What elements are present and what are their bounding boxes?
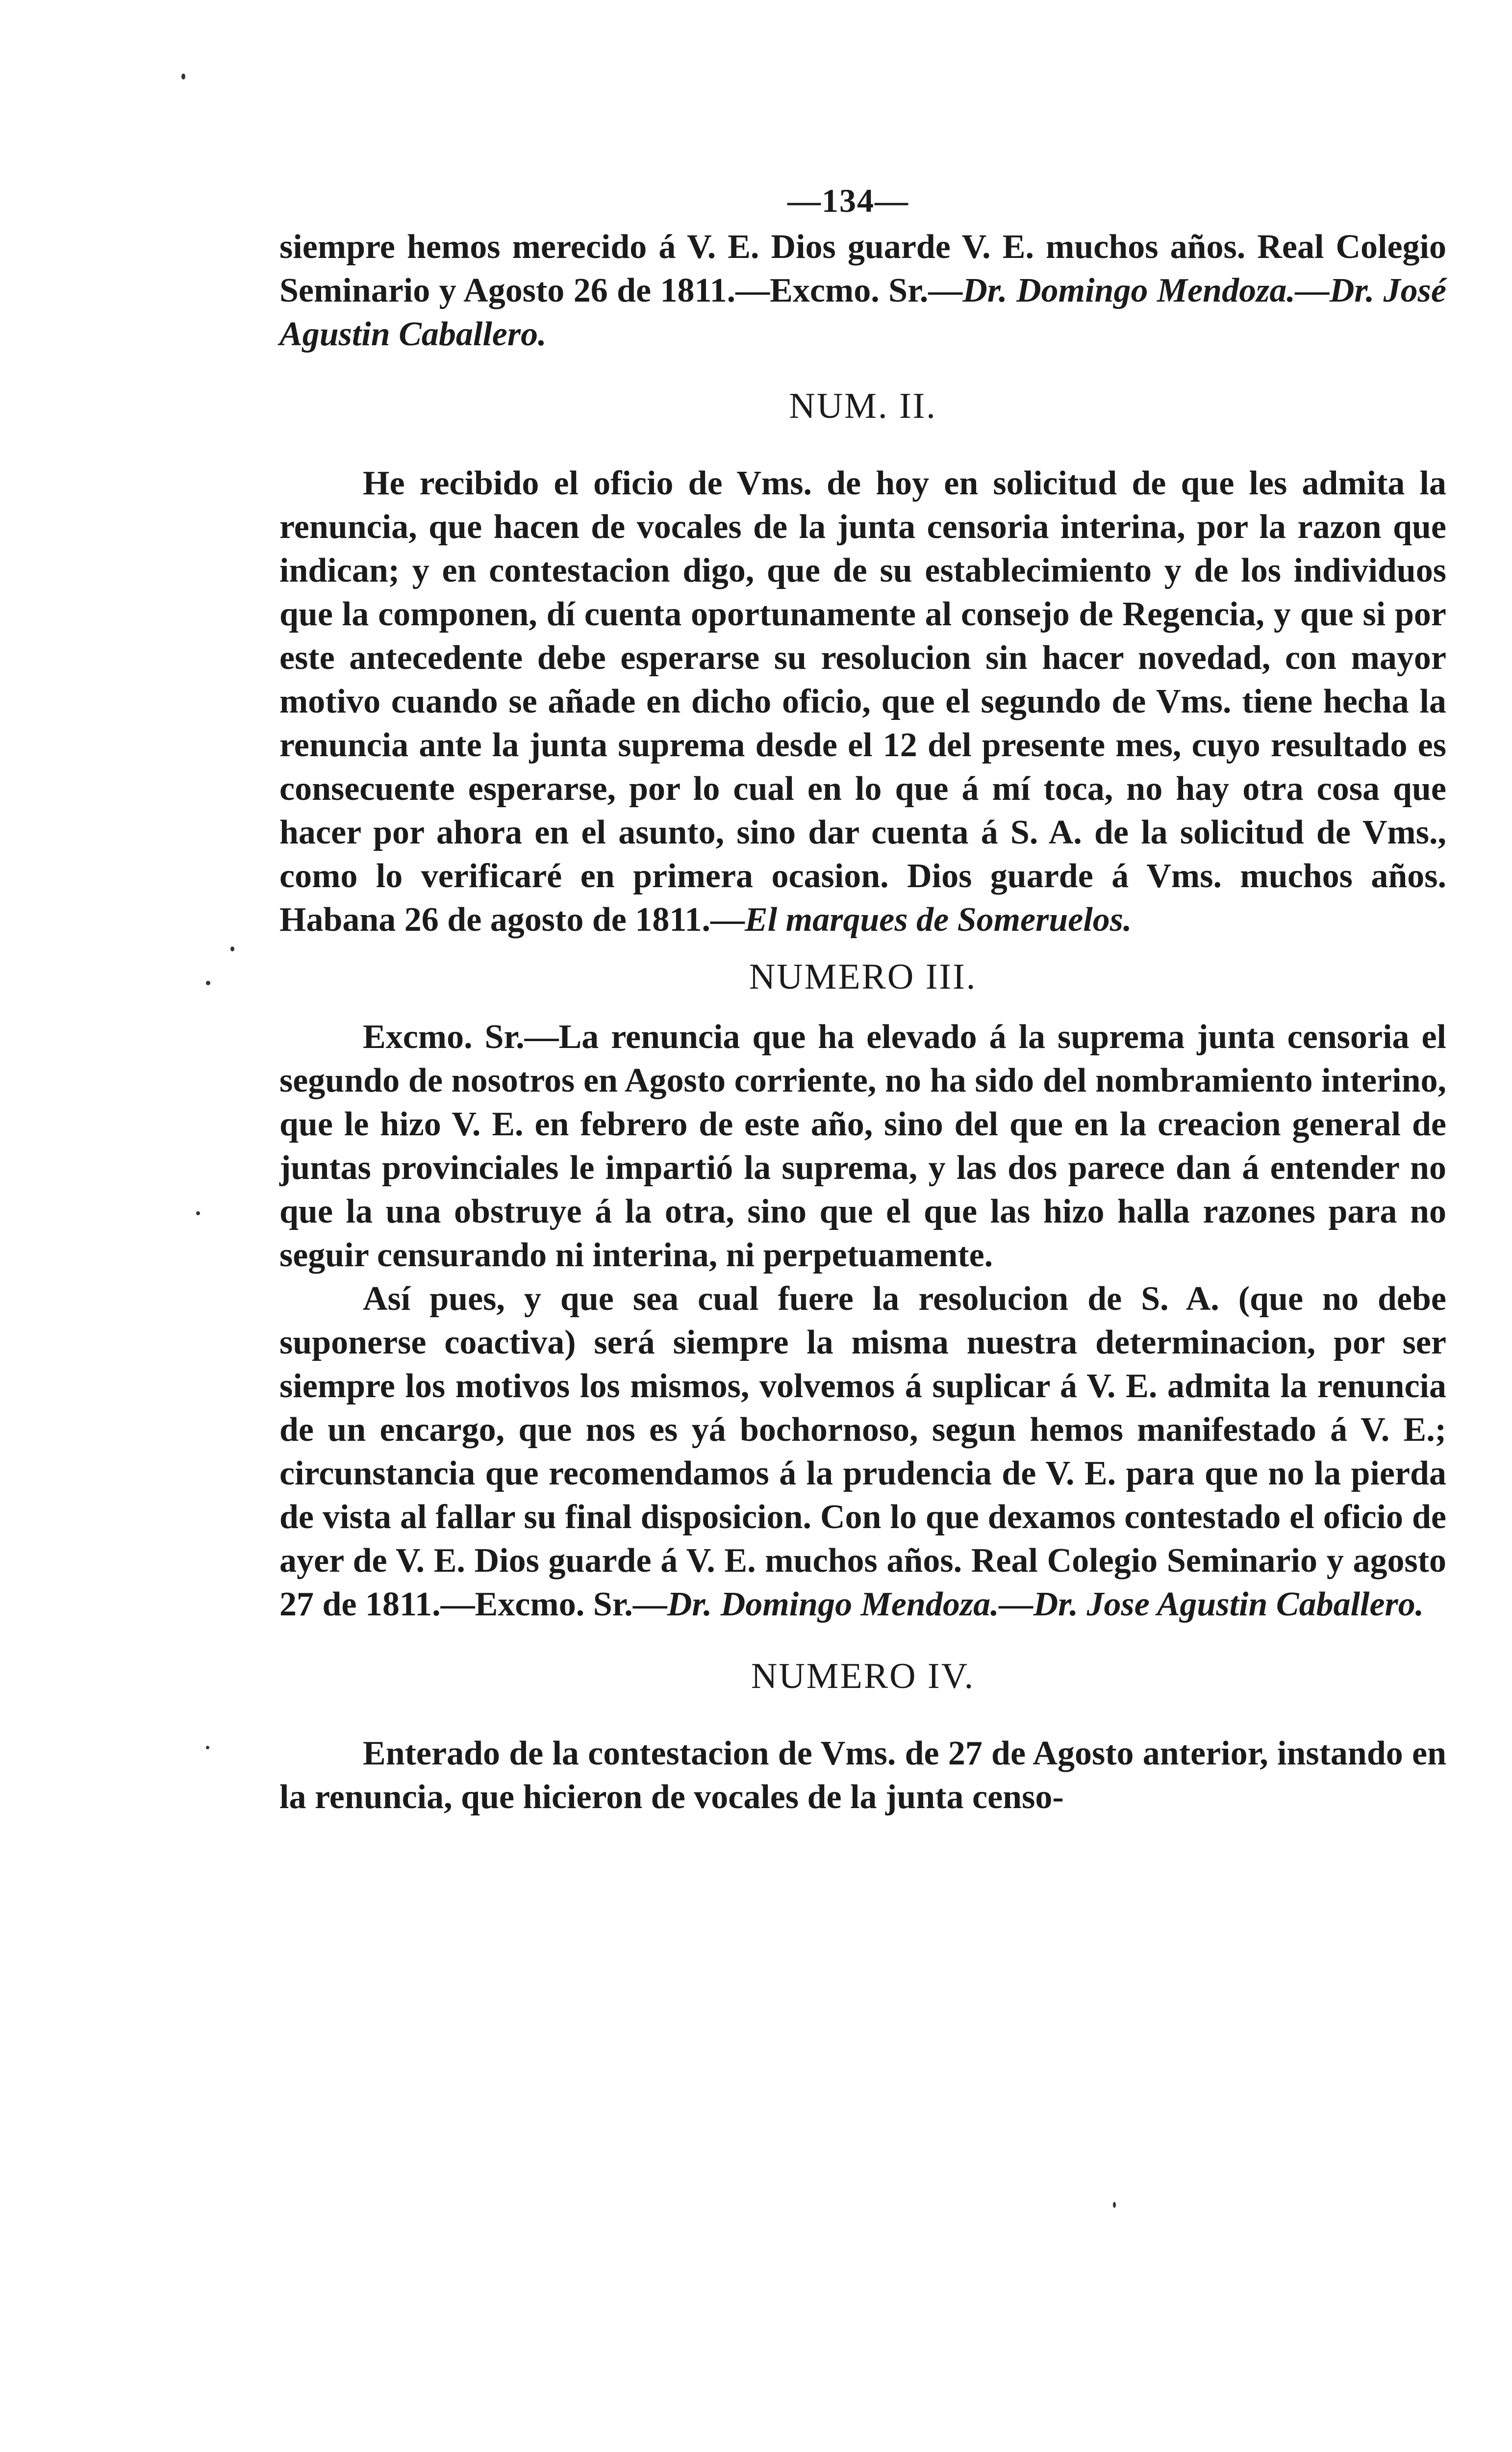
closing-paragraph xyxy=(279,225,1446,356)
paragraph-numero-iii-2 xyxy=(279,1277,1446,1626)
print-speck xyxy=(1113,2202,1116,2208)
print-speck xyxy=(206,1746,209,1749)
signature-numero-iii: Dr. Domingo Mendoza.—Dr. Jose Agustin Caballero. xyxy=(667,1585,1424,1623)
signature-num-ii: El marques de Someruelos. xyxy=(745,901,1132,939)
paragraph-numero-iii-2-text: Así pues, y que sea cual fuere la resolucion de S. A. (que no debe suponerse coactiva) será siempre la misma nuestra determinacion, por ser siempre los motivos los mismos, volvemos á suplicar á V. E. admita la renuncia de un encargo, que nos es yá bochornoso, segun hemos manifestado á V. E.; circunstancia que recomendamos á la prudencia de V. E. para que no la pierda de vista al fallar su final disposicion. Con lo que dexamos contestado el oficio de ayer de V. E. Dios guarde á V. E. muchos años. Real Colegio Seminario y agosto 27 de 1811.—Excmo. Sr.— xyxy=(279,1280,1446,1623)
closing-paragraph-text: siempre hemos merecido á V. E. Dios guarde V. E. muchos años. Real Colegio Seminario y Agosto 26 de 1811.—Excmo. Sr.— xyxy=(279,228,1446,309)
paragraph-numero-iv: Enterado de la contestacion de Vms. de 27 de Agosto anterior, instando en la renuncia, que hicieron de vocales de la junta censo- xyxy=(279,1735,1446,1816)
paragraph-numero-iii-1: Excmo. Sr.—La renuncia que ha elevado á la suprema junta censoria el segundo de nosotros en Agosto corriente, no ha sido del nombramiento interino, que le hizo V. E. en febrero de este año, sino del que en la creacion general de juntas provinciales le impartió la suprema, y las dos parece dan á entender no que la una obstruye á la otra, sino que el que las hizo halla razones para no seguir censurando ni interina, ni perpetuamente. xyxy=(279,1018,1446,1274)
heading-numero-iii: NUMERO III. xyxy=(749,957,977,997)
print-speck xyxy=(196,1211,200,1215)
heading-numero-iv: NUMERO IV. xyxy=(751,1656,975,1696)
print-speck xyxy=(181,74,185,79)
print-speck xyxy=(230,946,234,951)
paragraph-num-ii-text: He recibido el oficio de Vms. de hoy en solicitud de que les admita la renuncia, que hacen de vocales de la junta censoria interina, por la razon que indican; y en contestacion digo, que de su establecimiento y de los individuos que la componen, dí cuenta oportunamente al consejo de Regencia, y que si por este antecedente debe esperarse su resolucion sin hacer novedad, con mayor motivo cuando se añade en dicho oficio, que el segundo de Vms. tiene hecha la renuncia ante la junta suprema desde el 12 del presente mes, cuyo resultado es consecuente esperarse, por lo cual en lo que á mí toca, no hay otra cosa que hacer por ahora en el asunto, sino dar cuenta á S. A. de la solicitud de Vms., como lo verificaré en primera ocasion. Dios guarde á Vms. muchos años. Habana 26 de agosto de 1811.— xyxy=(279,464,1446,939)
paragraph-num-ii xyxy=(279,461,1446,942)
text-column xyxy=(279,181,1446,1819)
print-speck xyxy=(206,981,210,985)
closing-signature: Dr. Domingo Mendoza.—Dr. José Agustin Caballero. xyxy=(279,272,1446,353)
page-number: —134— xyxy=(787,182,909,219)
heading-num-ii: NUM. II. xyxy=(789,386,937,426)
